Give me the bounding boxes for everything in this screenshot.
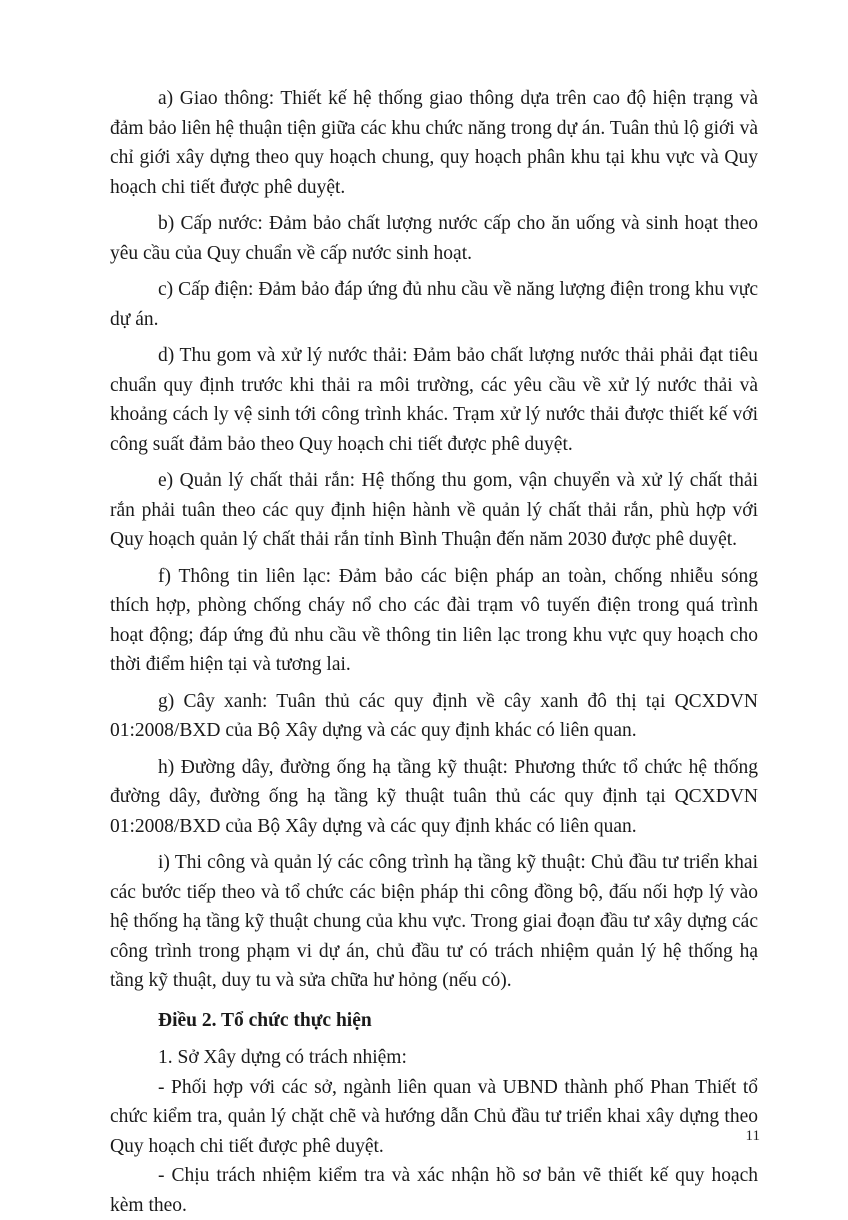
article-2-item-1: 1. Sở Xây dựng có trách nhiệm: <box>158 1047 407 1068</box>
paragraph-traffic: a) Giao thông: Thiết kế hệ thống giao thông dựa trên cao độ hiện trạng và đảm bảo liên hệ thuận tiện giữa các khu chức năng trong dự án. Tuân thủ lộ giới và chỉ giới xây dựng theo quy hoạch chung, quy hoạch phân khu tại khu vực và Quy hoạch chi tiết được phê duyệt. <box>110 88 759 198</box>
paragraph-wastewater: d) Thu gom và xử lý nước thải: Đảm bảo chất lượng nước thải phải đạt tiêu chuẩn quy định trước khi thải ra môi trường, các yêu cầu về xử lý nước thải và khoảng cách ly vệ sinh tới công trình khác. Trạm xử lý nước thải được thiết kế với công suất đảm bảo theo Quy hoạch chi tiết được phê duyệt. <box>110 345 758 455</box>
paragraph-power-supply: c) Cấp điện: Đảm bảo đáp ứng đủ nhu cầu về năng lượng điện trong khu vực dự án. <box>110 279 758 330</box>
paragraph-greenery: g) Cây xanh: Tuân thủ các quy định về cây xanh đô thị tại QCXDVN 01:2008/BXD của Bộ Xây dựng và các quy định khác có liên quan. <box>110 690 758 741</box>
document-page <box>110 84 758 1220</box>
paragraph-utility-lines: h) Đường dây, đường ống hạ tầng kỹ thuật: Phương thức tổ chức hệ thống đường dây, đường ống hạ tầng kỹ thuật tuân thủ các quy định tại QCXDVN 01:2008/BXD của Bộ Xây dựng và các quy định khác có liên quan. <box>110 756 758 837</box>
paragraph-solid-waste: e) Quản lý chất thải rắn: Hệ thống thu gom, vận chuyển và xử lý chất thải rắn phải tuân theo các quy định hiện hành về quản lý chất thải rắn, phù hợp với Quy hoạch quản lý chất thải rắn tỉnh Bình Thuận đến năm 2030 được phê duyệt. <box>110 470 758 550</box>
paragraph-construction-management: i) Thi công và quản lý các công trình hạ tầng kỹ thuật: Chủ đầu tư triển khai các bước tiếp theo và tổ chức các biện pháp thi công đồng bộ, đấu nối hợp lý vào hệ thống hạ tầng kỹ thuật chung của khu vực. Trong giai đoạn đầu tư xây dựng các công trình trong phạm vi dự án, chủ đầu tư có trách nhiệm quản lý hệ thống hạ tầng kỹ thuật, duy tu và sửa chữa hư hỏng (nếu có). <box>110 852 758 991</box>
article-2-heading: Điều 2. Tổ chức thực hiện <box>158 1009 372 1031</box>
paragraph-water-supply: b) Cấp nước: Đảm bảo chất lượng nước cấp cho ăn uống và sinh hoạt theo yêu cầu của Quy chuẩn về cấp nước sinh hoạt. <box>110 213 758 264</box>
article-2-dash-1: - Phối hợp với các sở, ngành liên quan và UBND thành phố Phan Thiết tổ chức kiểm tra, quản lý chặt chẽ và hướng dẫn Chủ đầu tư triển khai xây dựng theo Quy hoạch chi tiết được phê duyệt. <box>110 1076 758 1157</box>
article-2-dash-2: - Chịu trách nhiệm kiểm tra và xác nhận hồ sơ bản vẽ thiết kế quy hoạch kèm theo. <box>110 1165 758 1216</box>
page-number: 11 <box>745 1128 760 1144</box>
paragraph-telecommunication: f) Thông tin liên lạc: Đảm bảo các biện pháp an toàn, chống nhiễu sóng thích hợp, phòng chống cháy nổ cho các đài trạm vô tuyến điện trong quá trình hoạt động; đáp ứng đủ nhu cầu về thông tin liên lạc trong khu vực quy hoạch cho thời điểm hiện tại và tương lai. <box>110 565 758 675</box>
